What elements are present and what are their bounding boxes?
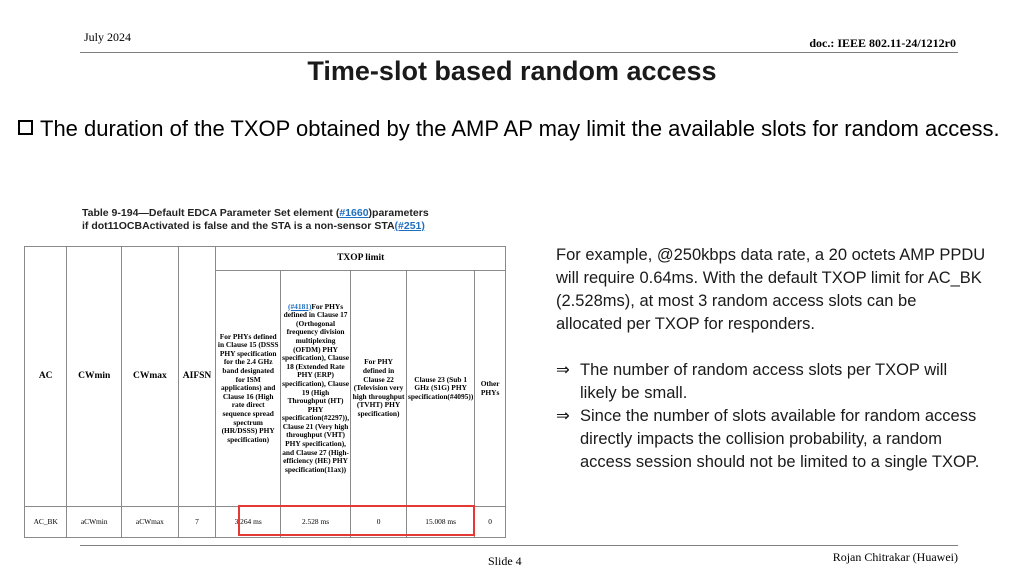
txop-col-ofdm-link[interactable]: (#4181) bbox=[288, 301, 312, 311]
txop-highlight-box bbox=[238, 505, 475, 536]
implies-arrow-icon: ⇒ bbox=[556, 407, 570, 425]
cell-ac: AC_BK bbox=[25, 507, 67, 538]
implies-arrow-icon: ⇒ bbox=[556, 361, 570, 379]
conclusion-text-2: Since the number of slots available for random access directly impacts the collision probability, a random access session should not be limited to a single TXOP. bbox=[580, 407, 980, 471]
cell-txop-other: 0 bbox=[475, 507, 506, 538]
cell-cwmax: aCWmax bbox=[122, 507, 179, 538]
cell-txop-dsss: 3.264 ms bbox=[216, 507, 281, 538]
table-caption bbox=[82, 207, 429, 233]
txop-col-ofdm-text: For PHYs defined in Clause 17 (Orthogonal frequency division multiplexing (OFDM) PHY specification), Clause 18 (Extended Rate PHY (ERP) specification), Clause 19 (High Throughput (HT) PHY specification(#2297)), Clause 21 (Very high throughput (VHT) PHY specification), and Clause 27 (High-efficiency (HE) PHY specification(11ax)) bbox=[282, 301, 350, 474]
cell-txop-ofdm: 2.528 ms bbox=[281, 507, 351, 538]
main-bullet bbox=[16, 115, 1001, 143]
col-header-cwmin: CWmin bbox=[67, 247, 122, 507]
txop-col-dsss: For PHYs defined in Clause 15 (DSSS PHY specification for the 2.4 GHz band designated for ISM applications) and Clause 16 (High rate direct sequence spread spectrum (HR/DSSS) PHY specification) bbox=[216, 271, 281, 507]
header-divider bbox=[80, 52, 958, 53]
cell-aifsn: 7 bbox=[178, 507, 216, 538]
txop-col-ofdm bbox=[281, 271, 351, 507]
example-paragraph: For example, @250kbps data rate, a 20 octets AMP PPDU will require 0.64ms. With the default TXOP limit for AC_BK (2.528ms), at most 3 random access slots can be allocated per TXOP for responders. bbox=[556, 246, 986, 333]
conclusion-text-1: The number of random access slots per TXOP will likely be small. bbox=[580, 361, 948, 402]
cell-txop-tvht: 0 bbox=[351, 507, 407, 538]
caption-link-1660[interactable]: #1660 bbox=[339, 207, 369, 219]
conclusion-item-2 bbox=[556, 405, 986, 474]
caption-line2-a: if dot11OCBActivated is false and the STA is a non-sensor STA bbox=[82, 220, 395, 232]
explanation-panel bbox=[556, 244, 986, 474]
footer-author: Rojan Chitrakar (Huawei) bbox=[832, 550, 958, 564]
main-bullet-text: The duration of the TXOP obtained by the AMP AP may limit the available slots for random access. bbox=[40, 116, 1000, 141]
txop-col-s1g: Clause 23 (Sub 1 GHz (S1G) PHY specification(#4095)) bbox=[407, 271, 475, 507]
conclusion-item-1 bbox=[556, 359, 986, 405]
col-header-txop-limit: TXOP limit bbox=[216, 247, 506, 271]
edca-parameter-table bbox=[24, 246, 506, 538]
slide-number: Slide 4 bbox=[488, 554, 522, 568]
header-doc-id: doc.: IEEE 802.11-24/1212r0 bbox=[809, 36, 956, 50]
txop-col-tvht: For PHY defined in Clause 22 (Television very high throughput (TVHT) PHY specification) bbox=[351, 271, 407, 507]
caption-line1-b: )parameters bbox=[368, 207, 429, 219]
col-header-aifsn: AIFSN bbox=[178, 247, 216, 507]
col-header-ac: AC bbox=[25, 247, 67, 507]
footer-divider bbox=[80, 545, 958, 546]
cell-cwmin: aCWmin bbox=[67, 507, 122, 538]
checkbox-bullet-icon bbox=[18, 120, 33, 135]
caption-line1-a: Table 9-194—Default EDCA Parameter Set element ( bbox=[82, 207, 340, 219]
caption-link-251[interactable]: (#251) bbox=[394, 220, 425, 232]
col-header-cwmax: CWmax bbox=[122, 247, 179, 507]
txop-col-other: Other PHYs bbox=[475, 271, 506, 507]
cell-txop-s1g: 15.008 ms bbox=[407, 507, 475, 538]
header-date: July 2024 bbox=[84, 30, 132, 44]
slide-title: Time-slot based random access bbox=[307, 56, 717, 86]
